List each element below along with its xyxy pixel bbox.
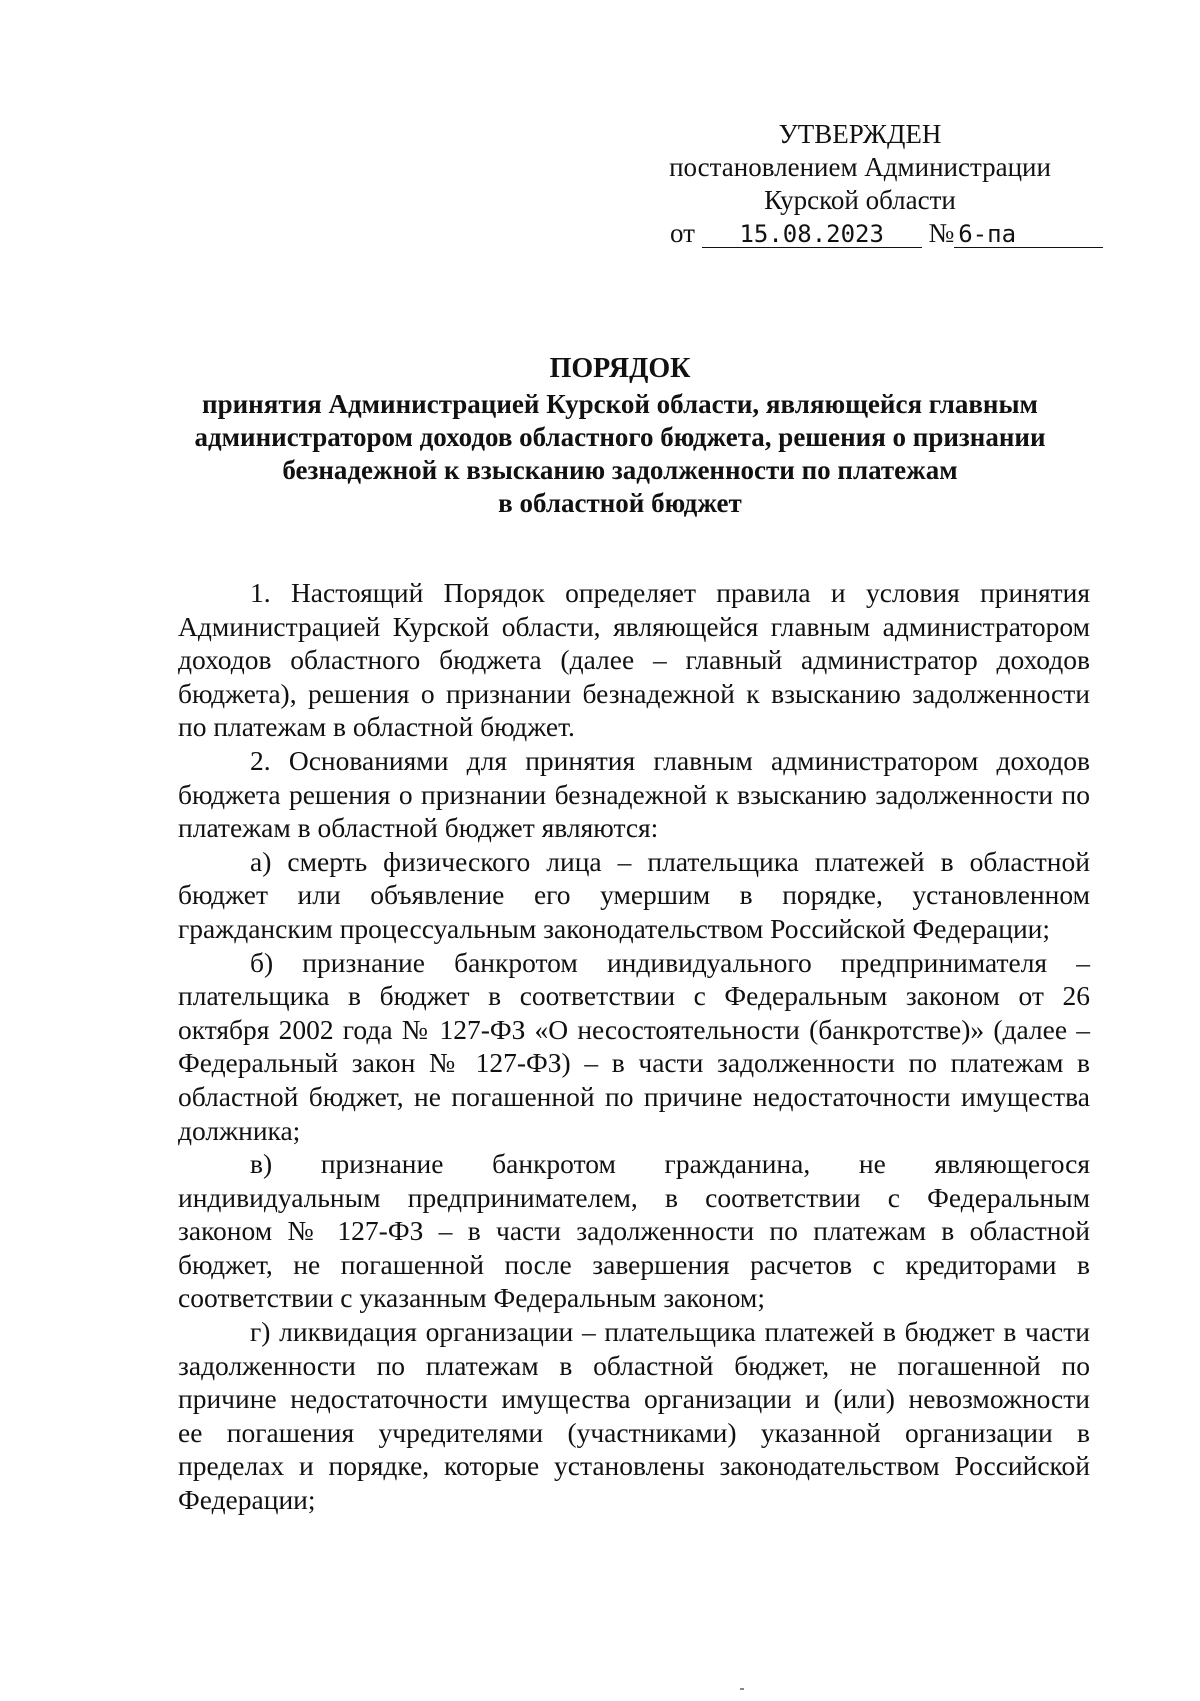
text-line: пределах и порядке, которые установлены законодательством Российской: [178, 1450, 1090, 1482]
approval-region: Курской области: [764, 185, 956, 215]
text-line: областной бюджет, не погашенной по причине недостаточности имущества: [178, 1080, 1090, 1112]
paragraph-2: [178, 744, 1090, 845]
text-line: доходов областного бюджета (далее – главный администратор доходов: [178, 644, 1090, 676]
text-line: бюджет или объявление его умершим в порядке, установленном: [178, 879, 1090, 911]
paragraph-item-v: [178, 1147, 1090, 1315]
text-line: октября 2002 года № 127-ФЗ «О несостоятельности (банкротстве)» (далее –: [178, 1013, 1090, 1045]
text-line: ее погашения учредителями (участниками) указанной организации в: [178, 1416, 1090, 1448]
paragraph-item-b: [178, 946, 1090, 1148]
text-line: 2. Основаниями для принятия главным администратором доходов: [250, 744, 1090, 776]
text-line: плательщика в бюджет в соответствии с Федеральным законом от 26: [178, 980, 1090, 1012]
title-line: в областной бюджет: [498, 488, 742, 518]
approval-date-line: [640, 217, 1080, 250]
document-title: [150, 352, 1090, 520]
text-line: индивидуальным предпринимателем, в соответствии с Федеральным: [178, 1181, 1090, 1213]
paragraph-1: [178, 576, 1090, 744]
approval-stamp-block: [640, 118, 1080, 250]
text-line: бюджета решения о признании безнадежной к взысканию задолженности по: [178, 778, 1090, 810]
scan-speck: [740, 1688, 744, 1690]
approval-authority: постановлением Администрации: [669, 152, 1051, 182]
approval-date-value: 15.08.2023: [702, 221, 922, 248]
document-body: [178, 576, 1090, 1517]
text-line: Администрацией Курской области, являющейся главным администратором: [178, 610, 1090, 642]
paragraph-item-a: [178, 845, 1090, 946]
text-line: 1. Настоящий Порядок определяет правила и условия принятия: [250, 577, 1090, 608]
date-prefix: от: [670, 218, 695, 248]
title-line: принятия Администрацией Курской области, являющейся главным: [202, 389, 1038, 419]
title-line: администратором доходов областного бюджета, решения о признании: [194, 422, 1046, 452]
text-line: бюджета), решения о признании безнадежной к взысканию задолженности: [178, 677, 1090, 709]
text-line: законом № 127-ФЗ – в части задолженности по платежам в областной: [178, 1215, 1090, 1247]
text-line: Федерации;: [178, 1484, 316, 1516]
text-line: по платежам в областной бюджет.: [178, 711, 575, 743]
text-line: гражданским процессуальным законодательством Российской Федерации;: [178, 912, 1051, 944]
title-line: безнадежной к взысканию задолженности по платежам: [282, 455, 958, 485]
text-line: в) признание банкротом гражданина, не являющегося: [250, 1148, 1090, 1180]
number-prefix: №: [928, 218, 955, 248]
text-line: Федеральный закон № 127-ФЗ) – в части задолженности по платежам в: [178, 1047, 1090, 1079]
text-line: причине недостаточности имущества организации и (или) невозможности: [178, 1383, 1090, 1415]
text-line: должника;: [178, 1114, 301, 1146]
text-line: платежам в областной бюджет являются:: [178, 812, 659, 844]
approval-number-value: 6-па: [954, 221, 1103, 248]
text-line: б) признание банкротом индивидуального предпринимателя –: [250, 946, 1090, 978]
text-line: г) ликвидация организации – плательщика платежей в бюджет в части: [250, 1316, 1090, 1348]
approval-heading: УТВЕРЖДЕН: [778, 119, 942, 149]
title-heading: ПОРЯДОК: [549, 353, 691, 384]
text-line: соответствии с указанным Федеральным законом;: [178, 1282, 765, 1314]
text-line: задолженности по платежам в областной бюджет, не погашенной по: [178, 1349, 1090, 1381]
paragraph-item-g: [178, 1315, 1090, 1517]
text-line: а) смерть физического лица – плательщика платежей в областной: [250, 845, 1090, 877]
text-line: бюджет, не погашенной после завершения расчетов с кредиторами в: [178, 1248, 1090, 1280]
